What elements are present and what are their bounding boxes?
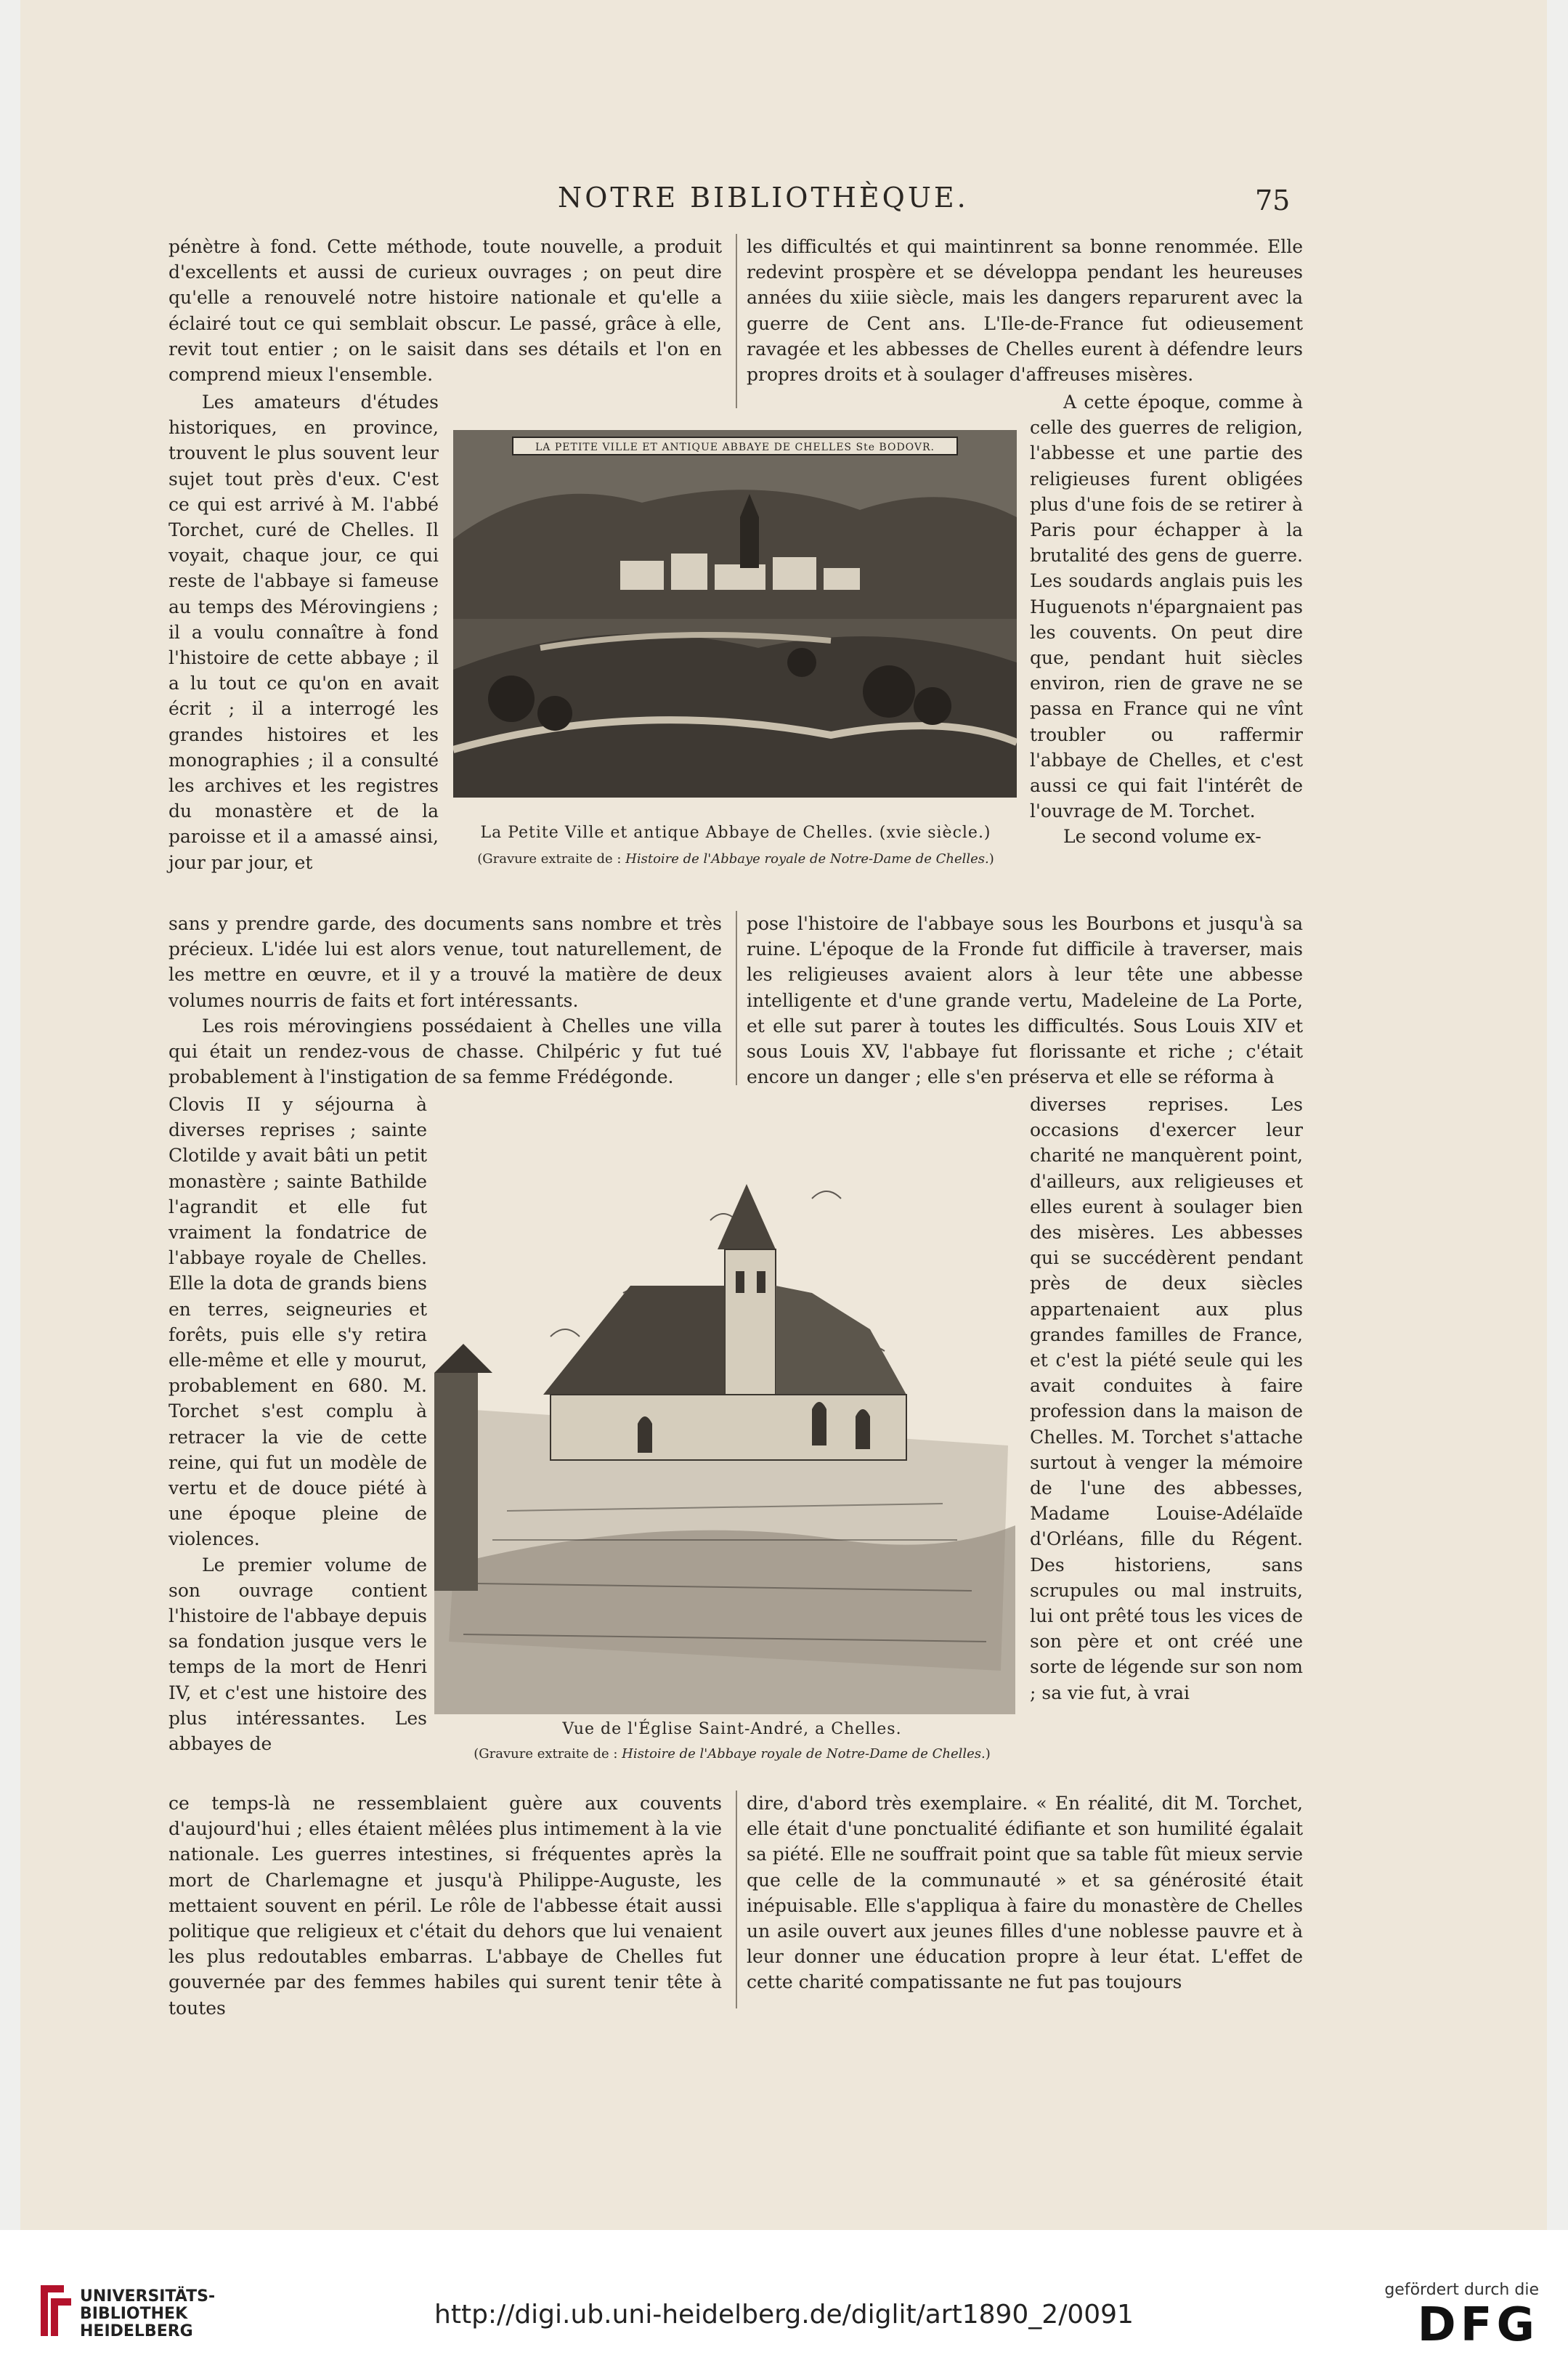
engraving-church-image [434, 1133, 1030, 1714]
paragraph: Le premier volume de son ouvrage contient l'histoire de l'abbaye depuis sa fondation jusque vers le temps de la mort de Henri IV, et c'est une histoire des plus intéressantes. Les abbayes de [168, 1554, 427, 1755]
left-narrow-text-1 [168, 389, 439, 875]
running-title: NOTRE BIBLIOTHÈQUE. [558, 182, 969, 214]
paragraph: A cette époque, comme à celle des guerres de religion, l'abbesse et une partie des religieuses furent obligées plus d'une fois de se retirer à Paris pour échapper à la brutalité des gens de guerre. Les soudards anglais puis les Huguenots n'épargnaient pas les couvents. On peut dire que, pendant huit siècles environ, rien de grave ne se passa en France qui ne vînt troubler ou raffermir l'abbaye de Chelles, et c'est aussi ce qui fait l'intérêt de l'ouvrage de M. Torchet. [1030, 392, 1303, 822]
dfg-logo: DFG [1417, 2298, 1539, 2352]
left-narrow-text-2 [168, 1092, 427, 1756]
right-narrow-text-2 [1030, 1092, 1303, 1706]
figure-caption: La Petite Ville et antique Abbaye de Chelles. (xvie siècle.) [480, 824, 991, 842]
page-number: 75 [1255, 185, 1291, 216]
paragraph: Les rois mérovingiens possédaient à Chelles une villa qui était un rendez-vous de chasse. Chilpéric y fut tué probablement à l'instigation de sa femme Frédégonde. [168, 1015, 722, 1088]
credit-prefix: (Gravure extraite de : [477, 851, 626, 867]
figure-caption: Vue de l'Église Saint-André, a Chelles. [562, 1720, 902, 1738]
paragraph: dire, d'abord très exemplaire. « En réalité, dit M. Torchet, elle était d'une ponctualité édifiante et son humilité égalait sa piété. Elle ne souffrait point que sa table fût mieux servie que celle de la communauté » et sa générosité était inépuisable. Elle s'appliqua à faire du monastère de Chelles un asile ouvert aux jeunes filles d'une noblesse pauvre et à leur donner une éducation propre à leur état. L'effet de cette charité compatissante ne fut pas toujours [747, 1793, 1303, 1993]
right-column-mid [747, 911, 1303, 1090]
column-rule [736, 234, 737, 408]
credit-suffix: ) [988, 851, 994, 867]
library-name-line: HEIDELBERG [80, 2322, 193, 2340]
scanned-page [20, 0, 1547, 2230]
paragraph: Clovis II y séjourna à diverses reprises ; sainte Clotilde y avait bâti un petit monastère ; sainte Bathilde l'agrandit et elle fut vraiment la fondatrice de l'abbaye royale de Chelles. Elle la dota de grands biens en terres, seigneuries et forêts, puis elle s'y retira elle-même et elle y mourut, probablement en 680. M. Torchet s'est complu à retracer la vie de cette reine, qui fut un modèle de vertu et de douce piété à une époque pleine de violences. [168, 1094, 427, 1550]
left-column-top [168, 234, 722, 387]
right-column-bottom [747, 1791, 1303, 1995]
engraving-chelles-town [453, 430, 1017, 822]
funder-block [1384, 2281, 1539, 2351]
column-rule [736, 911, 737, 1085]
paragraph: sans y prendre garde, des documents sans nombre et très précieux. L'idée lui est alors venue, tout naturellement, de les mettre en œuvre, et il y a trouvé la matière de deux volumes nourris de faits et fort intéressants. [168, 913, 722, 1011]
page-header [20, 182, 1547, 225]
figure-credit [456, 851, 1015, 867]
engraving-saint-andre-church [434, 1133, 1030, 1714]
paragraph: Le second volume ex- [1063, 826, 1262, 848]
paragraph: ce temps-là ne ressemblaient guère aux couvents d'aujourd'hui ; elles étaient mêlées plus intimement à la vie nationale. Les guerres intestines, si fréquentes après la mort de Charlemagne et jusqu'à Philippe-Auguste, les mettaient souvent en péril. Le rôle de l'abbesse était aussi politique que religieux et c'était du dehors que lui venaient les plus redoutables embarras. L'abbaye de Chelles fut gouvernée par des femmes habiles qui surent tenir tête à toutes [168, 1793, 722, 2019]
paragraph: les difficultés et qui maintinrent sa bonne renommée. Elle redevint prospère et se développa pendant les heureuses années du xiiie siècle, mais les dangers reparurent avec la guerre de Cent ans. L'Ile-de-France fut odieusement ravagée et les abbesses de Chelles eurent à défendre leurs propres droits et à soulager d'affreuses misères. [747, 236, 1303, 386]
funder-label: gefördert durch die [1384, 2281, 1539, 2299]
permalink-url[interactable]: http://digi.ub.uni-heidelberg.de/diglit/art1890_2/0091 [434, 2300, 1134, 2330]
credit-prefix: (Gravure extraite de : [474, 1746, 622, 1761]
credit-title: Histoire de l'Abbaye royale de Notre-Dame de Chelles. [625, 851, 989, 867]
credit-title: Histoire de l'Abbaye royale de Notre-Dame de Chelles. [622, 1746, 986, 1761]
right-column-top [747, 234, 1303, 387]
left-column-bottom [168, 1791, 722, 2021]
right-narrow-text-1 [1030, 389, 1303, 850]
engraving-banner: LA PETITE VILLE ET ANTIQUE ABBAYE DE CHELLES Ste BODOVR. [535, 442, 935, 453]
left-column-mid [168, 911, 722, 1090]
credit-suffix: ) [985, 1746, 991, 1761]
paragraph: pénètre à fond. Cette méthode, toute nouvelle, a produit d'excellents et aussi de curieux ouvrages ; on peut dire qu'elle a renouvelé notre histoire nationale et qu'elle a éclairé tout ce qui semblait obscur. Le passé, grâce à elle, revit tout entier ; on le saisit dans ses détails et l'on en comprend mieux l'ensemble. [168, 236, 722, 386]
paragraph: pose l'histoire de l'abbaye sous les Bourbons et jusqu'à sa ruine. L'époque de la Fronde fut difficile à traverser, mais les religieuses avaient alors à leur tête une abbesse intelligente et d'une grande vertu, Madeleine de La Porte, et elle sut parer à toutes les difficultés. Sous Louis XIV et sous Louis XV, l'abbaye fut florissante et riche ; c'était encore un danger ; elle s'en préserva et elle se réforma à [747, 913, 1303, 1088]
paragraph: diverses reprises. Les occasions d'exercer leur charité ne manquèrent point, d'ailleurs, aux religieuses et elles eurent à soulager bien des misères. Les abbesses qui se succédèrent pendant près de deux siècles appartenaient aux plus grandes familles de France, et c'est la piété seule qui les avait conduites à faire profession dans la maison de Chelles. M. Torchet s'attache surtout à venger la mémoire de l'une des abbesses, Madame Louise-Adélaïde d'Orléans, fille du Régent. Des historiens, sans scrupules ou mal instruits, lui ont prêté tous les vices de son père et ont créé une sorte de légende sur son nom ; sa vie fut, à vrai [1030, 1094, 1303, 1703]
library-name-line: BIBLIOTHEK [80, 2305, 188, 2323]
paragraph: Les amateurs d'études historiques, en province, trouvent le plus souvent leur sujet tout près d'eux. C'est ce qui est arrivé à M. l'abbé Torchet, curé de Chelles. Il voyait, chaque jour, ce qui reste de l'abbaye si fameuse au temps des Mérovingiens ; il a voulu connaître à fond l'histoire de cette abbaye ; il a lu tout ce qu'on en avait écrit ; il a interrogé les grandes histoires et les monographies ; il a consulté les archives et les registres du monastère et de la paroisse et il a amassé ainsi, jour par jour, et [168, 392, 439, 873]
column-rule [736, 1791, 737, 2008]
figure-credit [427, 1746, 1037, 1761]
library-name-line: UNIVERSITÄTS- [80, 2287, 216, 2306]
engraving-town-image [453, 430, 1017, 822]
digitization-footer [0, 2230, 1568, 2376]
